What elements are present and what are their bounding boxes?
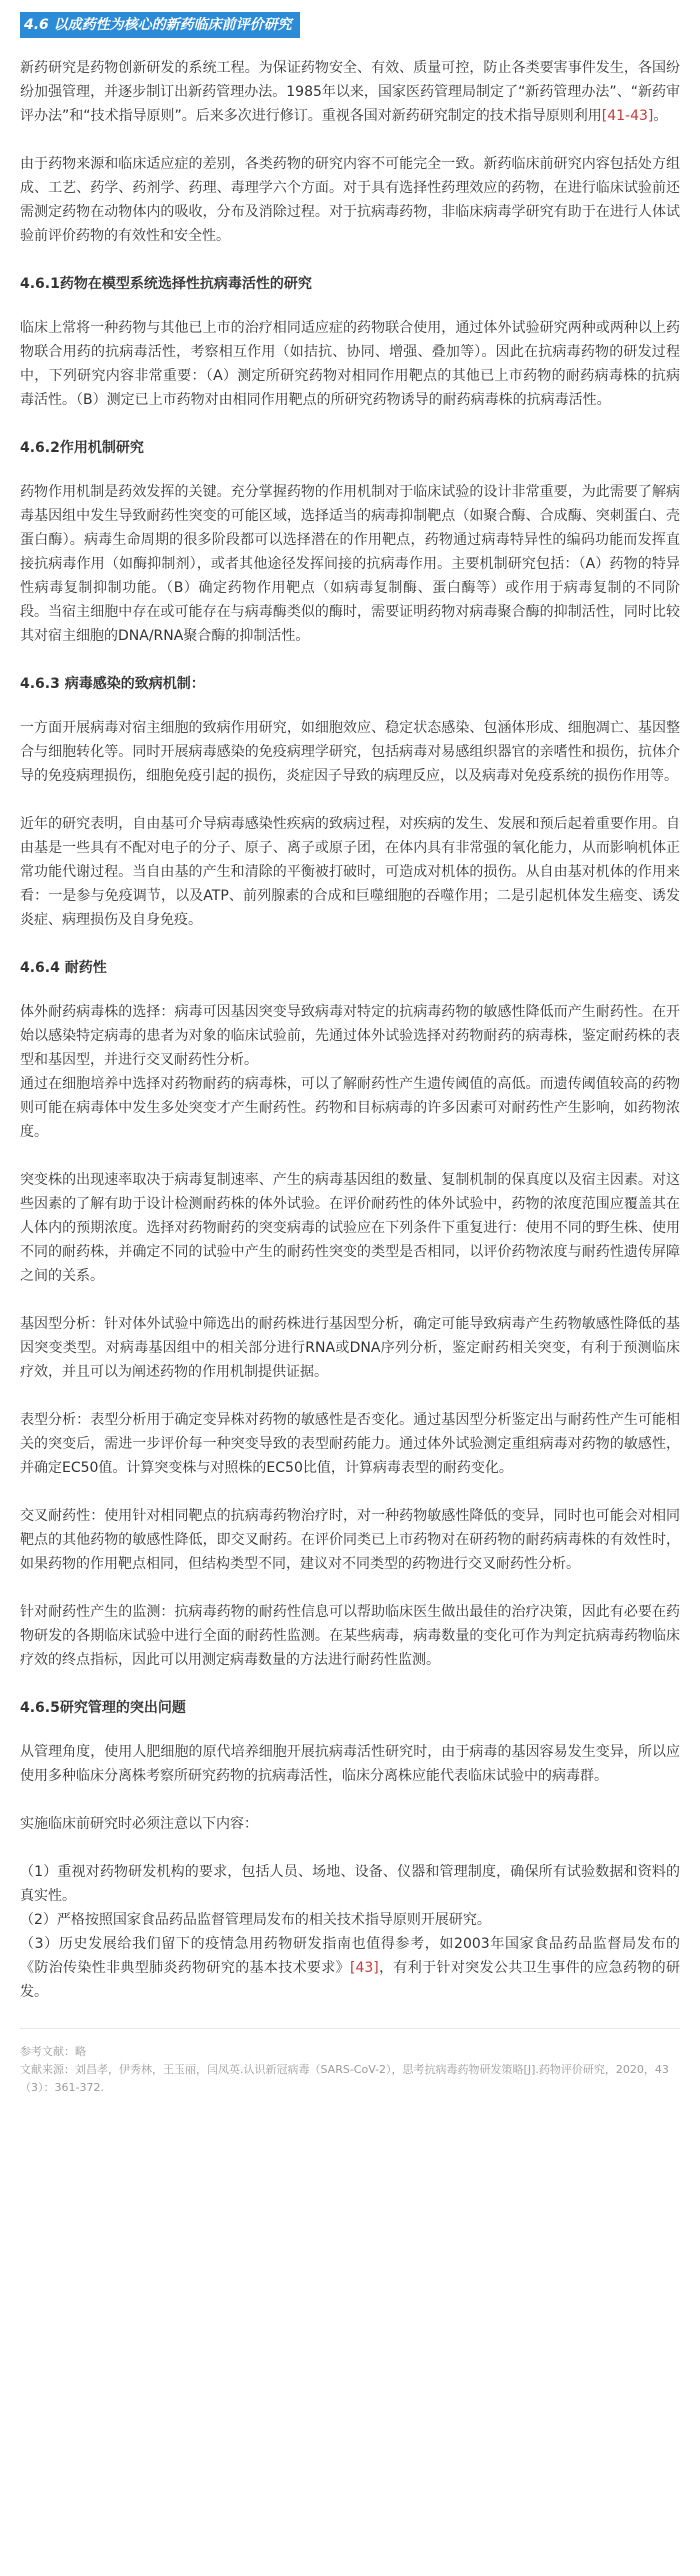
paragraph-genotype: 基因型分析：针对体外试验中筛选出的耐药株进行基因型分析，确定可能导致病毒产生药物敏感性降低的基因突变类型。对病毒基因组中的相关部分进行RNA或DNA序列分析，鉴定耐药相关突变，有利于预测临床疗效，并且可以为阐述药物的作用机制提供证据。: [20, 1316, 680, 1380]
paragraph-phenotype: 表型分析：表型分析用于确定变异株对药物的敏感性是否变化。通过基因型分析鉴定出与耐药性产生可能相关的突变后，需进一步评价每一种突变导致的表型耐药能力。通过体外试验测定重组病毒对药物的敏感性，并确定EC50值。计算突变株与对照株的EC50比值，计算病毒表型的耐药变化。: [20, 1412, 680, 1476]
paragraph-4-6-4-a: 体外耐药病毒株的选择：病毒可因基因突变导致病毒对特定的抗病毒药物的敏感性降低而产生耐药性。在开始以感染特定病毒的患者为对象的临床试验前，先通过体外试验选择对药物耐药的病毒株，鉴定耐药株的表型和基因型，并进行交叉耐药性分析。: [20, 1004, 680, 1068]
list-item-end: ，有利于针对突发公共卫生事件的应急药物的研发。: [20, 1960, 681, 2000]
paragraph-4-6-3-b: 近年的研究表明，自由基可介导病毒感染性疾病的致病过程，对疾病的发生、发展和预后起着重要作用。自由基是一些具有不配对电子的分子、原子、离子或原子团，在体内具有非常强的氧化能力，从而影响机体正常功能代谢过程。当自由基的产生和清除的平衡被打破时，可造成对机体的损伤。从自由基对机体的作用来看：一是参与免疫调节，以及ATP、前列腺素的合成和巨噬细胞的吞噬作用；二是引起机体发生癌变、诱发炎症、病理损伤及自身免疫。: [20, 816, 680, 928]
references: [20, 2028, 680, 2097]
heading-4-6-2: 4.6.2作用机制研究: [20, 440, 144, 456]
list-item: （2）严格按照国家食品药品监督管理局发布的相关技术指导原则开展研究。: [20, 1912, 491, 1928]
citation-link[interactable]: [43]: [349, 1960, 379, 1976]
list-item: [20, 1932, 680, 2004]
intro-paragraph-1: [20, 56, 680, 128]
source-citation: 文献来源：刘昌孝，伊秀林，王玉丽，闫凤英.认识新冠病毒（SARS-CoV-2），思考抗病毒药物研发策略[J].药物评价研究，2020，43（3）：361-372.: [20, 2063, 669, 2094]
heading-4-6-3: 4.6.3 病毒感染的致病机制：: [20, 676, 205, 692]
paragraph-resistance-monitoring: 针对耐药性产生的监测：抗病毒药物的耐药性信息可以帮助临床医生做出最佳的治疗决策，因此有必要在药物研发的各期临床试验中进行全面的耐药性监测。在某些病毒，病毒数量的变化可作为判定抗病毒药物临床疗效的终点指标，因此可以用测定病毒数量的方法进行耐药性监测。: [20, 1604, 680, 1668]
requirements-list: [20, 1860, 680, 2004]
paragraph-4-6-5-b: 实施临床前研究时必须注意以下内容：: [20, 1816, 258, 1832]
section-title-banner: 4.6 以成药性为核心的新药临床前评价研究: [20, 12, 300, 38]
intro-paragraph-1-end: 。: [653, 108, 668, 124]
paragraph-cross-resistance: 交叉耐药性：使用针对相同靶点的抗病毒药物治疗时，对一种药物敏感性降低的变异，同时也可能会对相同靶点的其他药物的敏感性降低，即交叉耐药。在评价同类已上市药物对在研药物的耐药病毒株的有效性时，如果药物的作用靶点相同，但结构类型不同，建议对不同类型的药物进行交叉耐药性分析。: [20, 1508, 680, 1572]
citation-link[interactable]: [41-43]: [601, 108, 654, 124]
intro-paragraph-1-text: 新药研究是药物创新研发的系统工程。为保证药物安全、有效、质量可控，防止各类要害事件发生，各国纷纷加强管理，并逐步制订出新药管理办法。1985年以来，国家医药管理局制定了“新药管理办法”、“新药审评办法”和“技术指导原则”。后来多次进行修订。重视各国对新药研究制定的技术指导原则利用: [20, 60, 680, 124]
paragraph-4-6-3-a: 一方面开展病毒对宿主细胞的致病作用研究，如细胞效应、稳定状态感染、包涵体形成、细胞凋亡、基因整合与细胞转化等。同时开展病毒感染的免疫病理学研究，包括病毒对易感组织器官的亲嗜性和损伤，抗体介导的免疫病理损伤，细胞免疫引起的损伤，炎症因子导致的病理反应，以及病毒对免疫系统的损伤作用等。: [20, 720, 680, 784]
intro-paragraph-2: 由于药物来源和临床适应症的差别，各类药物的研究内容不可能完全一致。新药临床前研究内容包括处方组成、工艺、药学、药剂学、药理、毒理学六个方面。对于具有选择性药理效应的药物，在进行临床试验前还需测定药物在动物体内的吸收，分布及消除过程。对于抗病毒药物，非临床病毒学研究有助于在进行人体试验前评价药物的有效性和安全性。: [20, 156, 680, 244]
heading-4-6-5: 4.6.5研究管理的突出问题: [20, 1700, 186, 1716]
heading-4-6-1: 4.6.1药物在模型系统选择性抗病毒活性的研究: [20, 276, 312, 292]
paragraph-4-6-1: 临床上常将一种药物与其他已上市的治疗相同适应症的药物联合使用，通过体外试验研究两种或两种以上药物联合用药的抗病毒活性，考察相互作用（如拮抗、协同、增强、叠加等）。因此在抗病毒药物的研发过程中，下列研究内容非常重要：（A）测定所研究药物对相同作用靶点的其他已上市药物的耐药病毒株的抗病毒活性。（B）测定已上市药物对由相同作用靶点的所研究药物诱导的耐药病毒株的抗病毒活性。: [20, 320, 680, 408]
list-item-text: （3）历史发展给我们留下的疫情急用药物研发指南也值得参考，如2003年国家食品药品监督局发布的《防治传染性非典型肺炎药物研究的基本技术要求》: [20, 1936, 680, 1976]
heading-4-6-4: 4.6.4 耐药性: [20, 960, 107, 976]
paragraph-4-6-4-c: 突变株的出现速率取决于病毒复制速率、产生的病毒基因组的数量、复制机制的保真度以及宿主因素。对这些因素的了解有助于设计检测耐药株的体外试验。在评价耐药性的体外试验中，药物的浓度范围应覆盖其在人体内的预期浓度。选择对药物耐药的突变病毒的试验应在下列条件下重复进行：使用不同的野生株、使用不同的耐药株，并确定不同的试验中产生的耐药性突变的类型是否相同，以评价药物浓度与耐药性遗传屏障之间的关系。: [20, 1172, 680, 1284]
list-item: （1）重视对药物研发机构的要求，包括人员、场地、设备、仪器和管理制度，确保所有试验数据和资料的真实性。: [20, 1864, 680, 1904]
paragraph-4-6-4-b: 通过在细胞培养中选择对药物耐药的病毒株，可以了解耐药性产生遗传阈值的高低。而遗传阈值较高的药物则可能在病毒体中发生多处突变才产生耐药性。药物和目标病毒的许多因素可对耐药性产生影响，如药物浓度。: [20, 1076, 680, 1140]
paragraph-4-6-2: 药物作用机制是药效发挥的关键。充分掌握药物的作用机制对于临床试验的设计非常重要，为此需要了解病毒基因组中发生导致耐药性突变的可能区域，选择适当的病毒抑制靶点（如聚合酶、合成酶、突刺蛋白、壳蛋白酶）。病毒生命周期的很多阶段都可以选择潜在的作用靶点，药物通过病毒特异性的编码功能而发挥直接抗病毒作用（如酶抑制剂），或者其他途径发挥间接的抗病毒作用。主要机制研究包括：（A）药物的特异性病毒复制抑制功能。（B）确定药物作用靶点（如病毒复制酶、蛋白酶等）或作用于病毒复制的不同阶段。当宿主细胞中存在或可能存在与病毒酶类似的酶时，需要证明药物对病毒聚合酶的抑制活性，同时比较其对宿主细胞的DNA/RNA聚合酶的抑制活性。: [20, 484, 680, 644]
references-note: 参考文献：略: [20, 2045, 86, 2058]
paragraph-4-6-5-a: 从管理角度，使用人肥细胞的原代培养细胞开展抗病毒活性研究时，由于病毒的基因容易发生变异，所以应使用多种临床分离株考察所研究药物的抗病毒活性，临床分离株应能代表临床试验中的病毒群。: [20, 1744, 680, 1784]
